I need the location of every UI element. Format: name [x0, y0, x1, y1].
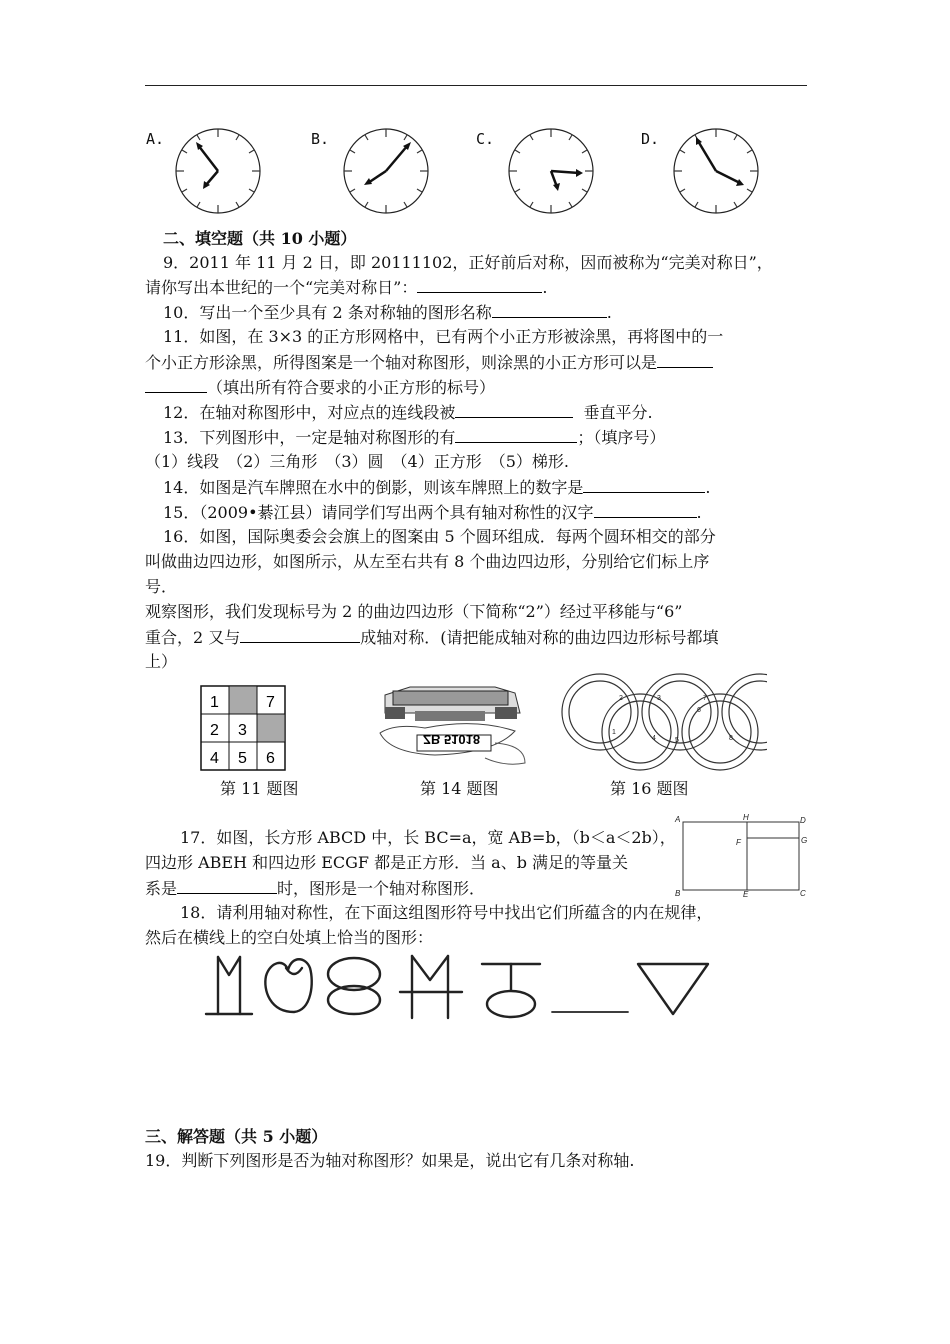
grid-cell-label: 5: [238, 750, 247, 767]
figure-q14-car-reflection: [375, 683, 535, 773]
option-d-label: D.: [641, 130, 660, 148]
figure-q17-rectangle: [673, 812, 813, 898]
ring-label: 1: [612, 729, 616, 736]
q16-line5: 重合，2 又与 成轴对称．(请把能成轴对称的曲边四边形标号都填: [145, 628, 719, 647]
vertex-label: C: [800, 889, 806, 898]
q16-line3: 号．: [145, 577, 178, 596]
clock-b: [338, 123, 434, 219]
symbol-5: [482, 964, 540, 1017]
q16-line2: 叫做曲边四边形，如图所示，从左至右共有 8 个曲边四边形，分别给它们标上序: [145, 552, 710, 571]
q14: 14．如图是汽车牌照在水中的倒影，则该车牌照上的数字是 .: [163, 478, 711, 497]
ring-label: 7: [703, 695, 707, 702]
q11-line1: 11．如图，在 3×3 的正方形网格中，已有两个小正方形被涂黑，再将图中的一: [163, 327, 724, 346]
q13: 13．下列图形中，一定是轴对称图形的有 ；（填序号）: [163, 428, 666, 447]
grid-cell-label: 2: [210, 722, 219, 739]
option-a-label: A.: [146, 130, 165, 148]
grid-cell-shade: [257, 714, 285, 742]
caption-q16: 第 16 题图: [610, 779, 689, 798]
section-2-title: 二、填空题（共 10 小题）: [163, 229, 357, 248]
q9-line1: 9．2011 年 11 月 2 日，即 20111102，正好前后对称，因而被称为“完美对称日”，: [163, 253, 773, 272]
clock-a: [170, 123, 266, 219]
ring-label: 2: [619, 695, 623, 702]
option-c-label: C.: [476, 130, 495, 148]
symbol-3: [328, 958, 380, 1014]
q10-answer-blank[interactable]: [492, 301, 607, 318]
vertex-label: D: [800, 816, 806, 825]
option-b-label: B.: [311, 130, 330, 148]
caption-q14: 第 14 题图: [420, 779, 499, 798]
figure-q11-grid: [200, 685, 286, 775]
figure-q16-rings: [557, 670, 767, 775]
q17-line1: 17．如图，长方形 ABCD 中，长 BC=a，宽 AB=b，（b＜a＜2b），: [180, 828, 676, 847]
q16-answer-blank[interactable]: [240, 626, 360, 643]
grid-cell-shade: [229, 686, 257, 714]
grid-cell-label: 1: [210, 694, 219, 711]
symbol-2: [265, 959, 311, 1012]
q17-answer-blank[interactable]: [177, 877, 277, 894]
grid-cell-label: 4: [210, 750, 219, 767]
section-3-title: 三、解答题（共 5 小题）: [145, 1127, 328, 1146]
grid-cell-label: 7: [266, 694, 275, 711]
clock-d: [668, 123, 764, 219]
ring-label: 6: [697, 707, 701, 714]
vertex-label: F: [736, 838, 741, 847]
q18-line1: 18．请利用轴对称性，在下面这组图形符号中找出它们所蕴含的内在规律，: [180, 903, 713, 922]
q12-answer-blank[interactable]: [455, 401, 573, 418]
q11-line2: 个小正方形涂黑，所得图案是一个轴对称图形，则涂黑的小正方形可以是: [145, 351, 713, 374]
grid-cell-label: 6: [266, 750, 275, 767]
vertex-label: A: [675, 815, 681, 824]
clock-c: [503, 123, 599, 219]
caption-q11: 第 11 题图: [220, 779, 299, 798]
q19: 19．判断下列图形是否为轴对称图形？如果是，说出它有几条对称轴.: [145, 1151, 635, 1170]
q11-answer-blank-1[interactable]: [657, 351, 713, 368]
q13-answer-blank[interactable]: [455, 426, 577, 443]
q11-answer-blank-2[interactable]: [145, 376, 207, 393]
q17-line2: 四边形 ABEH 和四边形 ECGF 都是正方形．当 a、b 满足的等量关: [145, 853, 629, 872]
symbol-7: [638, 964, 708, 1014]
q9-answer-blank[interactable]: [417, 276, 542, 293]
q11-line3: （填出所有符合要求的小正方形的标号）: [145, 376, 495, 399]
q13-options: （1）线段 （2）三角形 （3）圆 （4）正方形 （5）梯形.: [145, 452, 569, 471]
header-rule: [145, 85, 807, 86]
vertex-label: E: [743, 890, 749, 898]
q15-answer-blank[interactable]: [594, 501, 697, 518]
figure-q18-symbols: [200, 950, 720, 1025]
ring-label: 4: [652, 735, 656, 742]
q18-line2: 然后在横线上的空白处填上恰当的图形：: [145, 928, 434, 947]
q10: 10．写出一个至少具有 2 条对称轴的图形名称 .: [163, 303, 612, 322]
q9-line2: 请你写出本世纪的一个“完美对称日”： .: [145, 278, 548, 297]
q15: 15．（2009•綦江县）请同学们写出两个具有轴对称性的汉字 .: [163, 503, 702, 522]
grid-cell-label: 3: [238, 722, 247, 739]
vertex-label: H: [743, 813, 749, 822]
q16-line1: 16．如图，国际奥委会会旗上的图案由 5 个圆环组成．每两个圆环相交的部分: [163, 527, 716, 546]
q14-answer-blank[interactable]: [583, 476, 705, 493]
ring-label: 3: [657, 695, 661, 702]
ring-label: 5: [675, 737, 679, 744]
vertex-label: G: [801, 836, 808, 845]
plate-text: ZB 51018: [423, 732, 481, 747]
q12: 12．在轴对称图形中，对应点的连线段被 垂直平分.: [163, 403, 653, 422]
q16-line4: 观察图形，我们发现标号为 2 的曲边四边形（下简称“2”）经过平移能与“6”: [145, 602, 683, 621]
q17-line3: 系是 时，图形是一个轴对称图形．: [145, 879, 486, 898]
grid-svg: [200, 685, 286, 771]
vertex-label: B: [675, 889, 681, 898]
ring-label: 8: [729, 735, 733, 742]
symbol-1: [206, 957, 252, 1014]
symbol-4: [400, 956, 462, 1018]
q16-line6: 上）: [145, 652, 178, 671]
